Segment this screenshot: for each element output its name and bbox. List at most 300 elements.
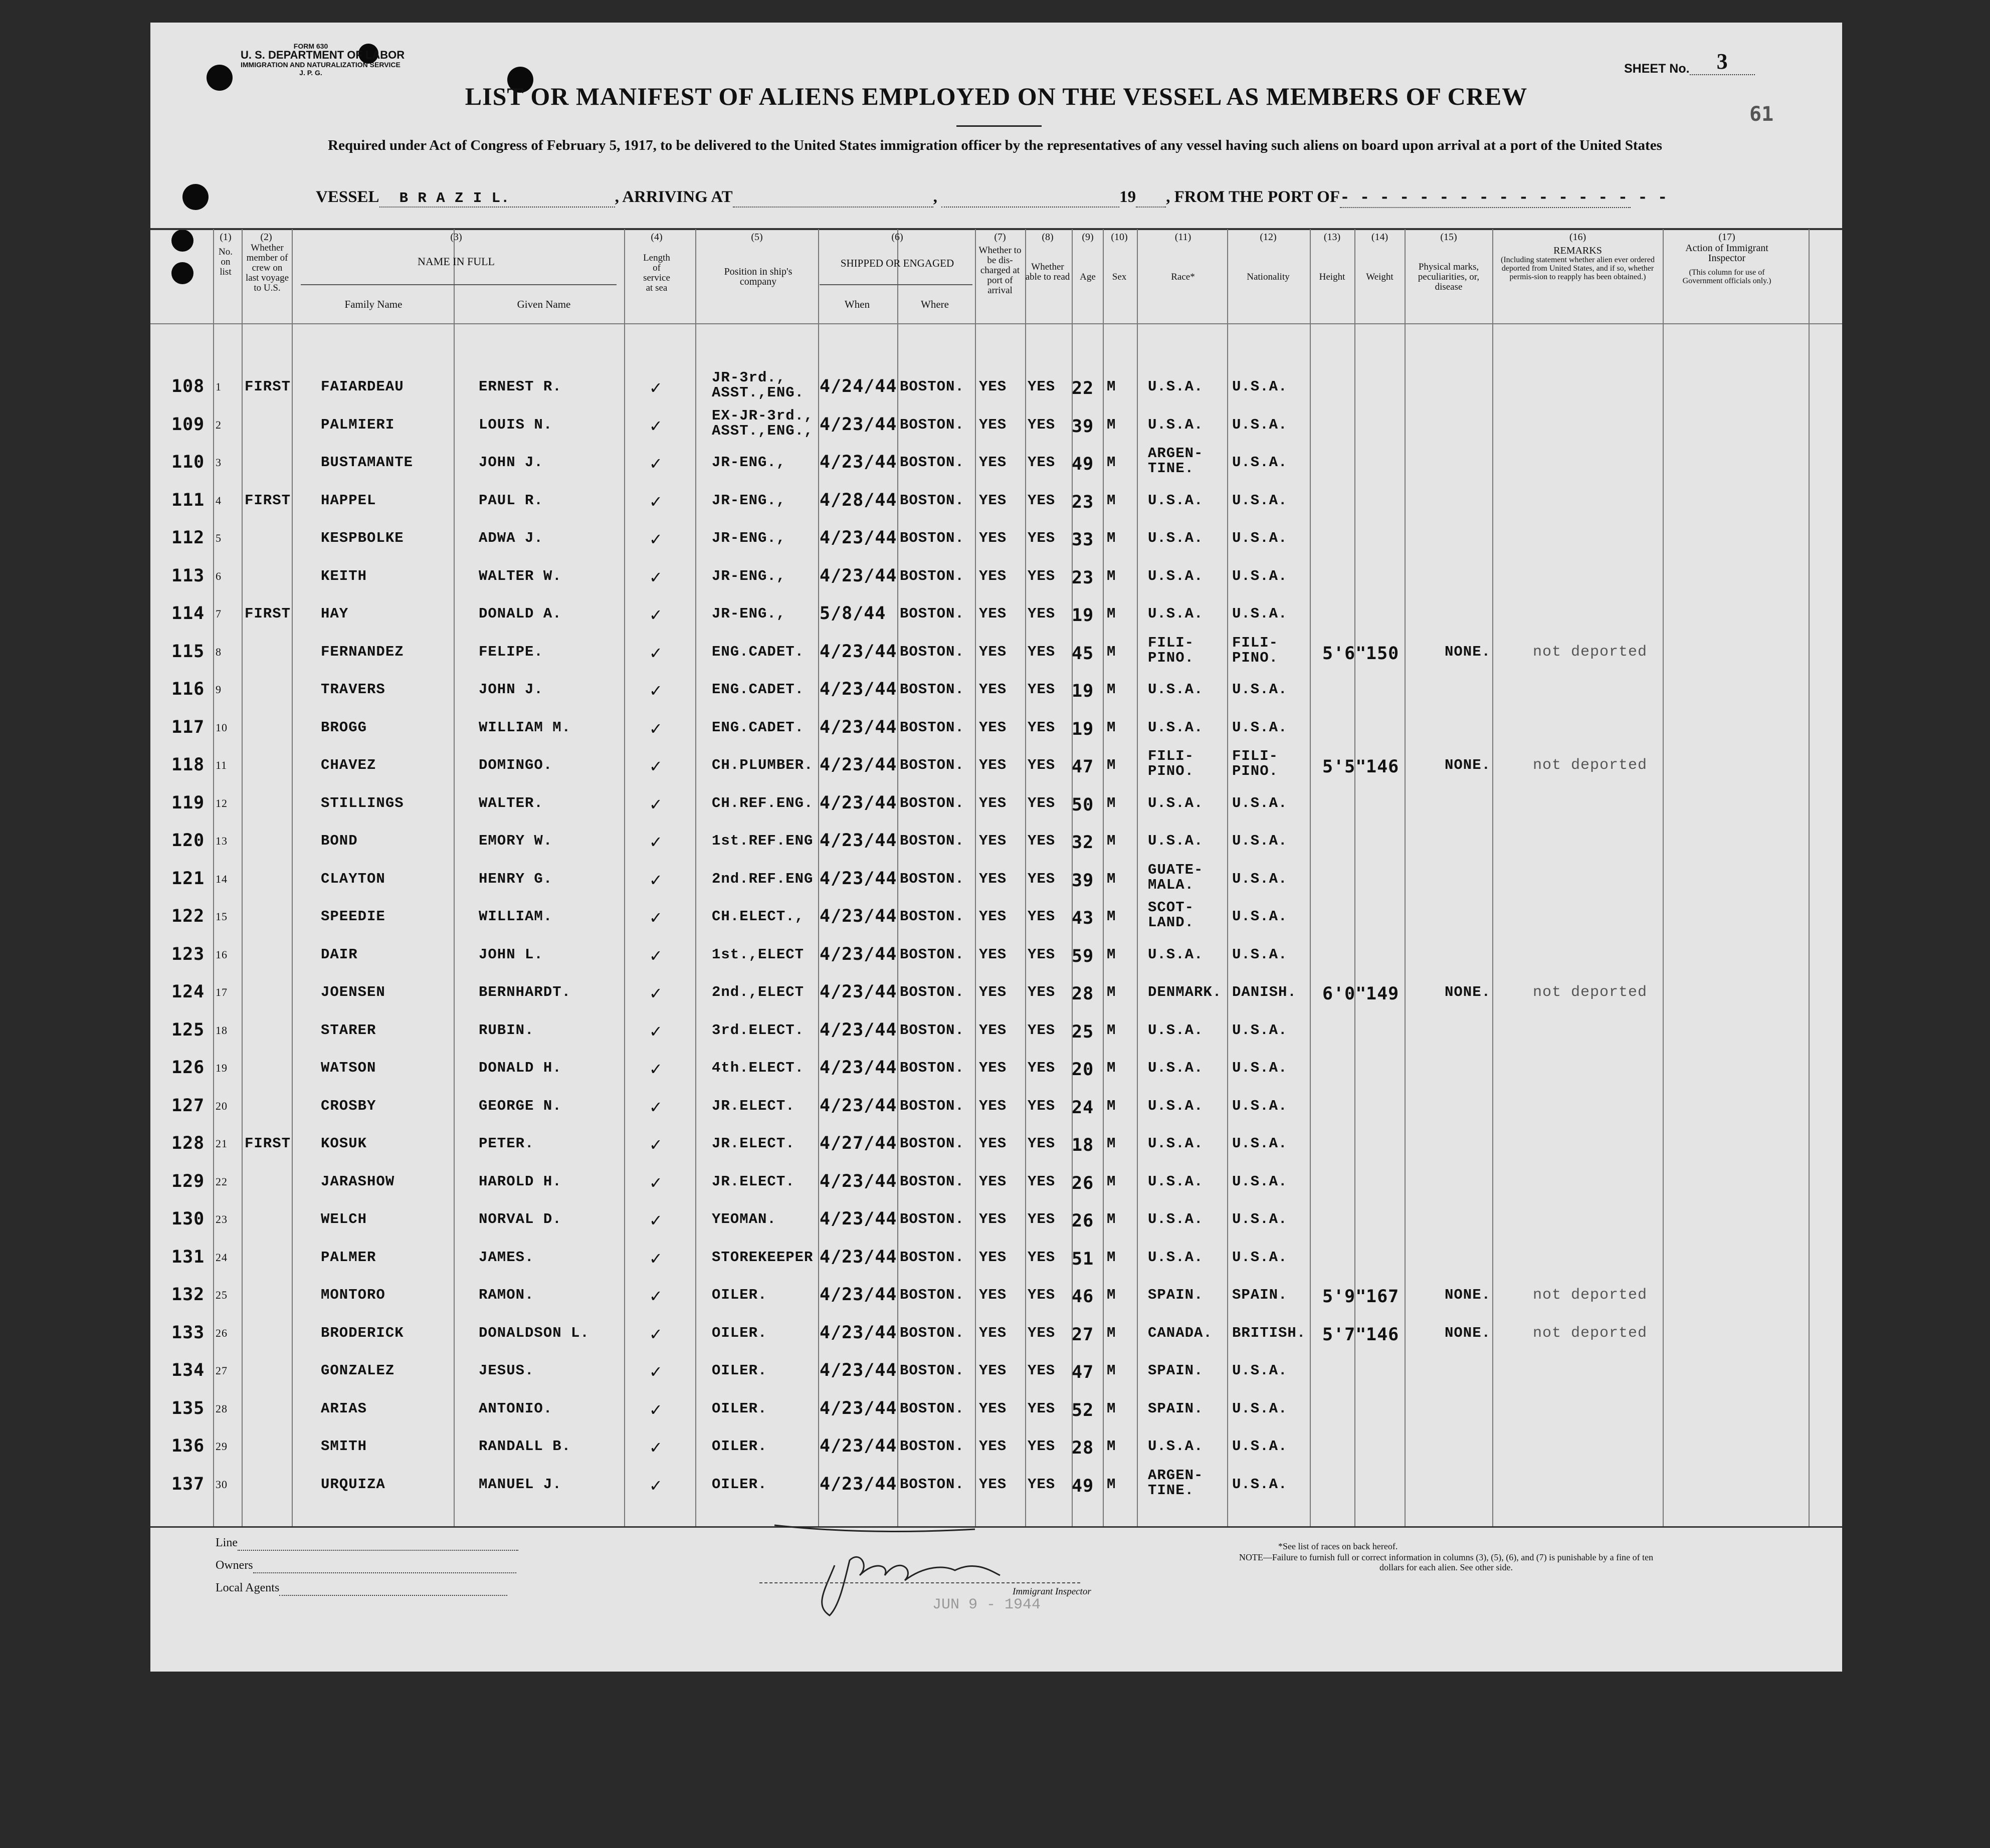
row-shipped-when: 4/23/44: [820, 1095, 897, 1116]
row-family-name: ARIAS: [321, 1400, 367, 1417]
row-nationality-line: U.S.A.: [1232, 908, 1288, 925]
header-nationality: Nationality: [1247, 272, 1290, 282]
header-race: Race*: [1171, 272, 1195, 282]
row-race-line: SPAIN.: [1148, 1400, 1204, 1417]
row-discharged: YES: [979, 643, 1007, 660]
header-whether-member: Whether member of crew on last voyage to U.S.: [246, 243, 289, 293]
row-sex: M: [1107, 1362, 1116, 1379]
row-shipped-when: 4/23/44: [820, 565, 897, 586]
row-service-mark: ✓: [649, 1438, 663, 1457]
row-shipped-where: BOSTON.: [900, 1060, 964, 1076]
row-sex: M: [1107, 1135, 1116, 1152]
table-row: [150, 1287, 1842, 1324]
row-seq-number: 115: [171, 641, 205, 662]
row-shipped-where: BOSTON.: [900, 416, 964, 433]
row-nationality-line: U.S.A.: [1232, 416, 1288, 433]
manifest-sheet: [150, 23, 1842, 1672]
row-position: [712, 908, 804, 925]
row-position-line: 1st.REF.ENG: [712, 833, 814, 849]
row-position-line: OILER.: [712, 1287, 767, 1303]
row-sex: M: [1107, 719, 1116, 736]
row-nationality: [1232, 946, 1287, 963]
row-nationality-line: SPAIN.: [1232, 1287, 1288, 1303]
vessel-line: VESSEL B R A Z I L. , ARRIVING AT , 19 , FROM THE PORT OF- - - - - - - - - - - - - - - - -: [316, 188, 1668, 207]
row-position-line: JR-ENG.,: [712, 454, 786, 471]
row-race: [1148, 636, 1194, 666]
row-service-mark: ✓: [649, 681, 663, 700]
table-row: [150, 634, 1842, 681]
row-able-to-read: YES: [1028, 1400, 1056, 1417]
table-row: [150, 1135, 1842, 1172]
row-position: [712, 719, 804, 736]
row-shipped-when: 4/23/44: [820, 1285, 897, 1305]
row-seq-number: 126: [171, 1058, 205, 1078]
row-shipped-where: BOSTON.: [900, 1324, 964, 1341]
row-age: 28: [1072, 984, 1094, 1004]
row-shipped-where: BOSTON.: [900, 530, 964, 546]
row-nationality-line: U.S.A.: [1232, 794, 1288, 811]
row-physical-marks: NONE.: [1445, 1324, 1491, 1341]
row-list-number: 16: [216, 948, 228, 961]
row-shipped-when: 4/23/44: [820, 1360, 897, 1380]
row-list-number: 14: [216, 872, 228, 885]
row-race-line: U.S.A.: [1148, 567, 1204, 584]
row-sex: M: [1107, 492, 1116, 509]
row-race: [1148, 378, 1203, 395]
row-shipped-when: 4/23/44: [820, 868, 897, 889]
row-shipped-when: 4/24/44: [820, 376, 897, 396]
row-able-to-read: YES: [1028, 1438, 1056, 1455]
row-position: [712, 833, 813, 849]
row-given-name: PAUL R.: [479, 492, 543, 509]
row-nationality-line: U.S.A.: [1232, 1476, 1288, 1493]
row-shipped-where: BOSTON.: [900, 1173, 964, 1190]
row-nationality-line: PINO.: [1232, 649, 1279, 666]
row-age: 32: [1072, 833, 1094, 853]
row-position-line: CH.ELECT.,: [712, 908, 805, 925]
row-able-to-read: YES: [1028, 908, 1056, 925]
row-seq-number: 119: [171, 792, 205, 813]
row-able-to-read: YES: [1028, 719, 1056, 736]
header-weight: Weight: [1366, 272, 1394, 282]
row-position-line: 3rd.ELECT.: [712, 1021, 805, 1039]
col-num-10: (10): [1111, 232, 1128, 243]
row-race: [1148, 863, 1203, 893]
row-seq-number: 123: [171, 944, 205, 964]
row-family-name: FERNANDEZ: [321, 643, 404, 660]
row-family-name: CROSBY: [321, 1097, 376, 1114]
row-able-to-read: YES: [1028, 492, 1056, 509]
row-family-name: STARER: [321, 1021, 376, 1039]
row-family-name: BROGG: [321, 719, 367, 736]
row-shipped-where: BOSTON.: [900, 1097, 964, 1114]
row-able-to-read: YES: [1028, 1476, 1056, 1493]
row-family-name: JARASHOW: [321, 1173, 395, 1190]
row-family-name: JOENSEN: [321, 984, 385, 1000]
row-nationality-line: PINO.: [1232, 763, 1279, 779]
row-able-to-read: YES: [1028, 681, 1056, 698]
row-race: [1148, 1135, 1203, 1152]
row-list-number: 21: [216, 1137, 228, 1150]
sheet-number-field: [1624, 49, 1755, 79]
row-age: 24: [1072, 1097, 1094, 1118]
row-age: 50: [1072, 794, 1094, 815]
header-where: Where: [921, 298, 949, 310]
row-shipped-where: BOSTON.: [900, 1362, 964, 1379]
col-num-4: (4): [651, 232, 663, 243]
row-nationality-line: U.S.A.: [1232, 605, 1288, 622]
row-race: [1148, 446, 1203, 476]
row-remarks: not deported: [1533, 984, 1648, 1001]
row-sex: M: [1107, 454, 1116, 471]
corner-number: 61: [1749, 103, 1774, 126]
row-race-line: ARGEN-: [1148, 1467, 1204, 1484]
row-race: [1148, 1211, 1203, 1227]
row-family-name: PALMIERI: [321, 416, 395, 433]
row-race-line: CANADA.: [1148, 1324, 1213, 1341]
row-family-name: MONTORO: [321, 1287, 385, 1303]
row-able-to-read: YES: [1028, 1249, 1056, 1266]
sheet-label: SHEET No.: [1624, 62, 1690, 76]
line-label: Line: [216, 1536, 238, 1549]
row-race-line: PINO.: [1148, 649, 1195, 666]
row-service-mark: ✓: [649, 833, 663, 852]
row-race-line: U.S.A.: [1148, 946, 1204, 963]
row-service-mark: ✓: [649, 1362, 663, 1381]
row-nationality-line: U.S.A.: [1232, 870, 1288, 887]
row-discharged: YES: [979, 833, 1007, 849]
row-age: 49: [1072, 1476, 1094, 1496]
row-given-name: ADWA J.: [479, 530, 543, 546]
row-race-line: U.S.A.: [1148, 1438, 1204, 1455]
row-service-mark: ✓: [649, 454, 663, 473]
row-position-line: ENG.CADET.: [712, 719, 805, 736]
row-race-line: U.S.A.: [1148, 605, 1204, 622]
arriving-label: , ARRIVING AT: [615, 188, 733, 206]
row-seq-number: 121: [171, 868, 205, 889]
row-service-mark: ✓: [649, 1324, 663, 1344]
row-race: [1148, 681, 1203, 698]
row-discharged: YES: [979, 794, 1007, 811]
row-family-name: KOSUK: [321, 1135, 367, 1152]
row-sex: M: [1107, 1324, 1116, 1341]
row-nationality-line: BRITISH.: [1232, 1324, 1306, 1341]
footer-line-field: [216, 1536, 518, 1551]
row-nationality: [1232, 871, 1287, 887]
row-race-line: U.S.A.: [1148, 1173, 1204, 1190]
row-position: [712, 1438, 767, 1455]
table-row: [150, 1095, 1842, 1135]
row-age: 52: [1072, 1400, 1094, 1420]
row-nationality: [1232, 984, 1297, 1000]
row-first-voyage: FIRST: [245, 378, 291, 395]
row-seq-number: 136: [171, 1436, 205, 1456]
row-race: [1148, 719, 1203, 736]
row-discharged: YES: [979, 530, 1007, 546]
owners-label: Owners: [216, 1559, 253, 1572]
row-given-name: DONALDSON L.: [479, 1324, 589, 1341]
row-nationality: [1232, 454, 1287, 471]
row-race: [1148, 749, 1194, 779]
row-position-line: STOREKEEPER: [712, 1249, 814, 1266]
row-given-name: DONALD H.: [479, 1060, 562, 1076]
header-height: Height: [1319, 272, 1345, 282]
row-age: 43: [1072, 908, 1094, 928]
row-given-name: GEORGE N.: [479, 1097, 562, 1114]
row-position-line: JR-ENG.,: [712, 567, 786, 584]
row-family-name: TRAVERS: [321, 681, 385, 698]
row-shipped-when: 4/23/44: [820, 452, 897, 472]
row-nationality: [1232, 1249, 1287, 1266]
row-shipped-when: 4/23/44: [820, 906, 897, 926]
row-seq-number: 117: [171, 717, 205, 737]
row-shipped-where: BOSTON.: [900, 567, 964, 584]
row-sex: M: [1107, 984, 1116, 1000]
row-shipped-when: 4/23/44: [820, 1247, 897, 1267]
row-service-mark: ✓: [649, 1060, 663, 1079]
col-num-14: (14): [1371, 232, 1388, 243]
row-age: 22: [1072, 378, 1094, 398]
row-position-line: JR-ENG.,: [712, 492, 786, 509]
row-race-line: SPAIN.: [1148, 1287, 1204, 1303]
row-service-mark: ✓: [649, 908, 663, 927]
row-sex: M: [1107, 416, 1116, 433]
table-row: [150, 748, 1842, 794]
row-list-number: 9: [216, 683, 222, 696]
col-num-2: (2): [260, 232, 272, 243]
row-race-line: U.S.A.: [1148, 416, 1204, 433]
penalty-note: NOTE—Failure to furnish full or correct information in columns (3), (5), (6), and (7) is punishable by a fine of ten dollars for each alien. See other side.: [1239, 1552, 1654, 1572]
shipped-header-rule: [820, 284, 972, 285]
row-height: 5'5": [1322, 757, 1367, 777]
row-list-number: 29: [216, 1440, 228, 1453]
row-nationality-line: U.S.A.: [1232, 1097, 1288, 1114]
row-first-voyage: FIRST: [245, 492, 291, 509]
row-able-to-read: YES: [1028, 757, 1056, 773]
row-seq-number: 131: [171, 1247, 205, 1267]
row-discharged: YES: [979, 567, 1007, 584]
row-list-number: 30: [216, 1478, 228, 1491]
row-race-line: GUATE-: [1148, 861, 1204, 878]
row-seq-number: 114: [171, 603, 205, 624]
header-name-in-full: NAME IN FULL: [418, 255, 495, 268]
row-weight: 167: [1366, 1287, 1400, 1307]
row-able-to-read: YES: [1028, 1173, 1056, 1190]
row-nationality-line: U.S.A.: [1232, 492, 1288, 509]
row-sex: M: [1107, 908, 1116, 925]
header-length-of-service: Length of service at sea: [643, 253, 670, 293]
row-age: 26: [1072, 1211, 1094, 1231]
table-row: [150, 1173, 1842, 1210]
row-given-name: LOUIS N.: [479, 416, 553, 433]
row-given-name: DOMINGO.: [479, 757, 553, 773]
row-shipped-when: 4/23/44: [820, 1171, 897, 1191]
header-given-name: Given Name: [517, 298, 571, 310]
row-race-line: U.S.A.: [1148, 378, 1204, 395]
row-position-line: JR.ELECT.: [712, 1135, 795, 1152]
row-able-to-read: YES: [1028, 1211, 1056, 1227]
row-list-number: 15: [216, 910, 228, 923]
row-sex: M: [1107, 605, 1116, 622]
row-family-name: CLAYTON: [321, 870, 385, 887]
row-given-name: JESUS.: [479, 1362, 534, 1379]
row-sex: M: [1107, 833, 1116, 849]
table-row: [150, 861, 1842, 908]
row-service-mark: ✓: [649, 567, 663, 587]
row-discharged: YES: [979, 719, 1007, 736]
row-discharged: YES: [979, 1135, 1007, 1152]
row-able-to-read: YES: [1028, 833, 1056, 849]
row-seq-number: 128: [171, 1133, 205, 1153]
row-able-to-read: YES: [1028, 567, 1056, 584]
row-discharged: YES: [979, 984, 1007, 1000]
row-nationality: [1232, 1098, 1287, 1114]
row-seq-number: 109: [171, 414, 205, 435]
row-discharged: YES: [979, 946, 1007, 963]
row-service-mark: ✓: [649, 946, 663, 965]
col-num-16: (16): [1569, 232, 1586, 243]
row-position: [712, 871, 813, 887]
row-nationality-line: U.S.A.: [1232, 1060, 1288, 1076]
row-position-line: JR.ELECT.: [712, 1173, 795, 1190]
row-race: [1148, 1249, 1203, 1266]
table-row: [150, 1467, 1842, 1513]
row-age: 51: [1072, 1249, 1094, 1269]
row-discharged: YES: [979, 1249, 1007, 1266]
row-able-to-read: YES: [1028, 643, 1056, 660]
row-height: 6'0": [1322, 984, 1367, 1004]
row-service-mark: ✓: [649, 1173, 663, 1192]
row-position: [712, 1135, 795, 1152]
row-seq-number: 120: [171, 831, 205, 851]
row-race-line: U.S.A.: [1148, 492, 1204, 509]
row-position-line: JR.ELECT.: [712, 1097, 795, 1114]
row-age: 25: [1072, 1021, 1094, 1042]
row-nationality-line: U.S.A.: [1232, 1173, 1288, 1190]
row-list-number: 4: [216, 494, 222, 507]
row-shipped-when: 4/23/44: [820, 1209, 897, 1229]
row-position: [712, 1325, 767, 1341]
table-row: [150, 445, 1842, 491]
department: U. S. DEPARTMENT OF LABOR: [241, 49, 405, 61]
row-discharged: YES: [979, 1173, 1007, 1190]
header-position: Position in ship's company: [724, 266, 792, 287]
row-discharged: YES: [979, 1021, 1007, 1039]
row-nationality-line: U.S.A.: [1232, 1438, 1288, 1455]
table-row: [150, 1249, 1842, 1286]
row-race-line: FILI-: [1148, 634, 1195, 651]
row-position-line: OILER.: [712, 1400, 767, 1417]
row-service-mark: ✓: [649, 643, 663, 663]
form-number: FORM 630: [293, 42, 328, 50]
row-race: [1148, 900, 1194, 930]
row-position: [712, 1173, 795, 1190]
row-list-number: 2: [216, 418, 222, 431]
row-position-line: ENG.CADET.: [712, 643, 805, 660]
row-given-name: RAMON.: [479, 1287, 534, 1303]
col-num-5: (5): [751, 232, 763, 243]
row-service-mark: ✓: [649, 530, 663, 549]
row-race-line: ARGEN-: [1148, 445, 1204, 462]
row-nationality-line: DANISH.: [1232, 984, 1297, 1000]
row-race: [1148, 795, 1203, 811]
row-discharged: YES: [979, 1476, 1007, 1493]
row-seq-number: 111: [171, 490, 205, 510]
header-age: Age: [1080, 272, 1096, 282]
row-list-number: 20: [216, 1099, 228, 1112]
row-nationality: [1232, 833, 1287, 849]
row-list-number: 6: [216, 569, 222, 582]
sheet-number: 3: [1690, 49, 1755, 75]
row-position: [712, 1249, 813, 1266]
row-able-to-read: YES: [1028, 454, 1056, 471]
row-race: [1148, 1325, 1213, 1341]
row-shipped-when: 4/23/44: [820, 679, 897, 699]
col-num-9: (9): [1082, 232, 1094, 243]
col-num-12: (12): [1260, 232, 1277, 243]
row-seq-number: 116: [171, 679, 205, 699]
header-physical-marks: Physical marks, peculiarities, or, disease: [1418, 262, 1480, 292]
service: IMMIGRATION AND NATURALIZATION SERVICE: [241, 61, 401, 69]
row-position: [712, 370, 804, 400]
row-age: 23: [1072, 492, 1094, 512]
row-service-mark: ✓: [649, 605, 663, 625]
row-service-mark: ✓: [649, 1135, 663, 1154]
row-given-name: JOHN J.: [479, 454, 543, 471]
row-nationality: [1232, 1325, 1306, 1341]
row-shipped-where: BOSTON.: [900, 454, 964, 471]
row-shipped-when: 4/23/44: [820, 641, 897, 662]
row-race: [1148, 833, 1203, 849]
row-position-line: 2nd.,ELECT: [712, 984, 805, 1000]
row-nationality: [1232, 1476, 1287, 1493]
row-physical-marks: NONE.: [1445, 1287, 1491, 1303]
row-race-line: U.S.A.: [1148, 1211, 1204, 1227]
row-position: [712, 795, 813, 811]
row-nationality: [1232, 378, 1287, 395]
col-num-7: (7): [994, 232, 1006, 243]
row-nationality: [1232, 1211, 1287, 1227]
row-sex: M: [1107, 1211, 1116, 1227]
row-sex: M: [1107, 1097, 1116, 1114]
row-shipped-where: BOSTON.: [900, 605, 964, 622]
row-position: [712, 1476, 767, 1493]
row-position: [712, 408, 813, 439]
row-race-line: U.S.A.: [1148, 1060, 1204, 1076]
row-service-mark: ✓: [649, 1021, 663, 1041]
row-first-voyage: FIRST: [245, 1135, 291, 1152]
row-position: [712, 644, 804, 660]
row-given-name: DONALD A.: [479, 605, 562, 622]
row-list-number: 23: [216, 1213, 228, 1225]
table-row: [150, 492, 1842, 529]
col-num-8: (8): [1042, 232, 1054, 243]
row-position: [712, 1400, 767, 1417]
row-nationality-line: U.S.A.: [1232, 378, 1288, 395]
header-remarks-title: REMARKS: [1553, 245, 1602, 256]
row-shipped-where: BOSTON.: [900, 643, 964, 660]
row-race: [1148, 1173, 1203, 1190]
row-able-to-read: YES: [1028, 1097, 1056, 1114]
row-nationality: [1232, 636, 1278, 666]
header-sex: Sex: [1112, 272, 1127, 282]
row-age: 39: [1072, 416, 1094, 437]
row-race-line: U.S.A.: [1148, 1097, 1204, 1114]
row-shipped-when: 4/23/44: [820, 755, 897, 775]
row-family-name: SMITH: [321, 1438, 367, 1455]
row-race: [1148, 984, 1222, 1000]
row-race-line: U.S.A.: [1148, 1021, 1204, 1039]
